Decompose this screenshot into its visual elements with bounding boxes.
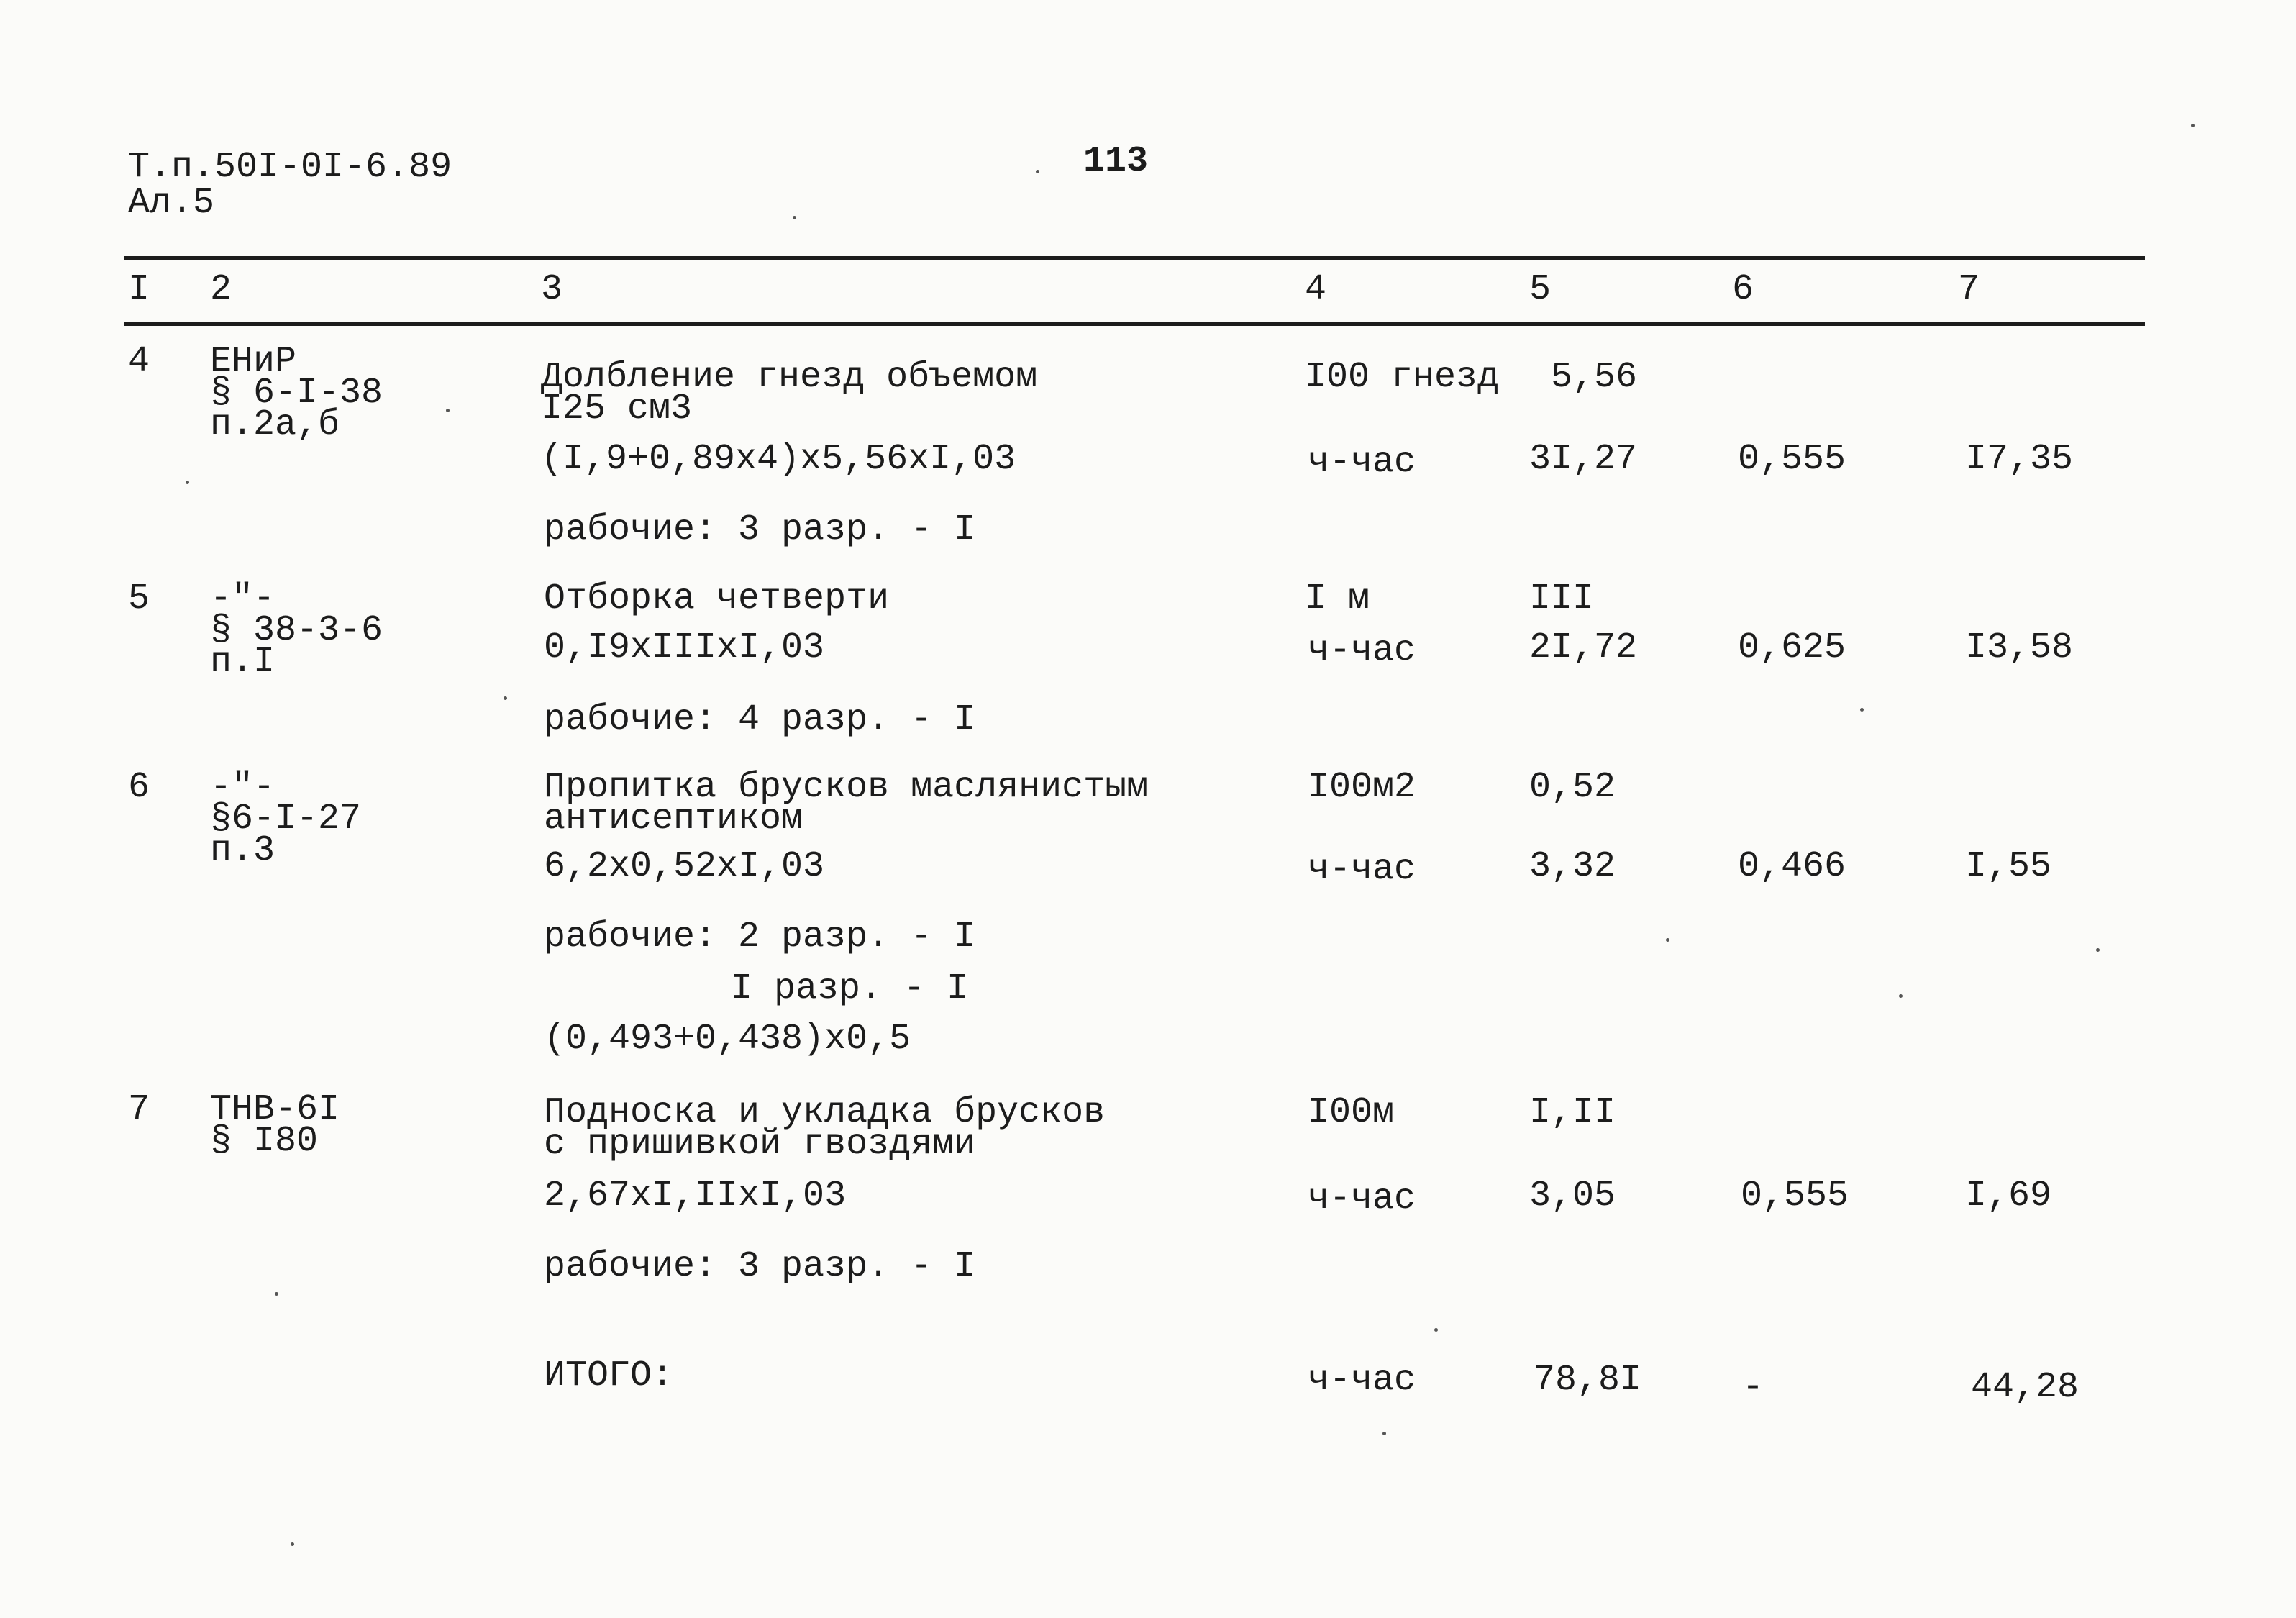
total-sum: 44,28 (1971, 1367, 2079, 1408)
row-unit: I00м2 (1308, 767, 1416, 808)
row-unit: I м (1305, 578, 1370, 619)
row-rate: 0,555 (1741, 1176, 1849, 1217)
column-header: 6 (1732, 269, 1754, 310)
scan-speck (1666, 938, 1669, 942)
row-calculation: (I,9+0,89x4)x5,56xI,03 (541, 439, 1016, 480)
row-labor-hours: 3I,27 (1529, 439, 1638, 480)
scan-speck (291, 1542, 294, 1546)
row-source-line: § 6-I-38 (210, 373, 383, 414)
row-source-line: § I80 (210, 1121, 319, 1162)
row-workers-line: I разр. - I (731, 968, 969, 1009)
column-header: 3 (541, 269, 563, 310)
row-source-line: п.3 (210, 830, 275, 871)
row-calc-unit: ч-час (1308, 849, 1416, 890)
row-description-line: I25 см3 (541, 388, 693, 430)
row-rate: 0,555 (1738, 439, 1846, 480)
scan-speck (186, 481, 189, 484)
row-description-line: антисептиком (544, 799, 803, 840)
scan-speck (1036, 170, 1039, 173)
row-description-line: Долбление гнезд объемом (541, 357, 1038, 398)
total-unit: ч-час (1308, 1360, 1416, 1401)
sheet-number: Ал.5 (128, 183, 215, 224)
row-number: 7 (128, 1089, 150, 1130)
row-quantity: 0,52 (1529, 767, 1616, 808)
total-label: ИТОГО: (544, 1355, 674, 1396)
row-calc-unit: ч-час (1308, 442, 1416, 483)
row-source-line: ЕНиР (210, 341, 297, 382)
row-labor-hours: 3,32 (1529, 846, 1616, 887)
column-header: I (128, 269, 150, 310)
column-header: 2 (210, 269, 232, 310)
row-calc-unit: ч-час (1308, 630, 1416, 671)
row-workers-line: рабочие: 3 разр. - I (544, 509, 976, 550)
scan-speck (1434, 1328, 1438, 1332)
row-source-line: -"- (210, 767, 275, 808)
column-header: 5 (1529, 269, 1552, 310)
row-workers-line: рабочие: 2 разр. - I (544, 917, 976, 958)
row-total: I,69 (1965, 1176, 2052, 1217)
row-source-line: § 38-3-6 (210, 610, 383, 651)
scan-speck (2191, 124, 2195, 127)
row-labor-hours: 2I,72 (1529, 627, 1638, 668)
row-description-line: Пропитка брусков маслянистым (544, 767, 1149, 808)
row-workers-line: рабочие: 4 разр. - I (544, 699, 976, 740)
row-source-line: -"- (210, 578, 275, 619)
scan-speck (446, 409, 450, 412)
scan-speck (1860, 708, 1864, 712)
row-source-line: п.2а,б (210, 404, 340, 445)
row-source-line: ТНВ-6I (210, 1089, 340, 1130)
scan-speck (2096, 948, 2100, 952)
row-calculation: 6,2x0,52xI,03 (544, 846, 825, 887)
total-rate: - (1742, 1367, 1764, 1408)
row-quantity: I,II (1529, 1092, 1616, 1133)
row-total: I7,35 (1965, 439, 2074, 480)
row-calculation: 2,67xI,IIxI,03 (544, 1176, 847, 1217)
row-workers-line: рабочие: 3 разр. - I (544, 1246, 976, 1287)
total-hours: 78,8I (1534, 1360, 1642, 1401)
row-number: 5 (128, 578, 150, 619)
row-number: 6 (128, 767, 150, 808)
row-description-line: с пришивкой гвоздями (544, 1124, 976, 1165)
row-calc-unit: ч-час (1308, 1178, 1416, 1219)
page-number: 113 (1083, 141, 1149, 182)
header-bottom-rule (124, 322, 2145, 326)
row-description-line: Подноска и укладка брусков (544, 1092, 1106, 1133)
row-unit: I00 гнезд (1305, 357, 1500, 398)
row-quantity: 5,56 (1551, 357, 1638, 398)
row-labor-hours: 3,05 (1529, 1176, 1616, 1217)
row-total: I,55 (1965, 846, 2052, 887)
column-header: 4 (1305, 269, 1327, 310)
scan-speck (1899, 994, 1903, 998)
row-workers-line: (0,493+0,438)x0,5 (544, 1019, 911, 1060)
row-number: 4 (128, 341, 150, 382)
row-description-line: Отборка четверти (544, 578, 890, 619)
row-source-line: п.I (210, 642, 275, 683)
table-top-rule (124, 256, 2145, 260)
scan-speck (1382, 1432, 1386, 1435)
scan-speck (793, 216, 796, 219)
row-rate: 0,466 (1738, 846, 1846, 887)
scan-speck (275, 1292, 278, 1296)
column-header: 7 (1958, 269, 1980, 310)
row-rate: 0,625 (1738, 627, 1846, 668)
scan-speck (504, 696, 507, 700)
document-code: Т.п.50I-0I-6.89 (128, 147, 452, 188)
row-quantity: III (1529, 578, 1595, 619)
row-source-line: §6-I-27 (210, 799, 362, 840)
row-unit: I00м (1308, 1092, 1395, 1133)
row-calculation: 0,I9xIIIxI,03 (544, 627, 825, 668)
row-total: I3,58 (1965, 627, 2074, 668)
